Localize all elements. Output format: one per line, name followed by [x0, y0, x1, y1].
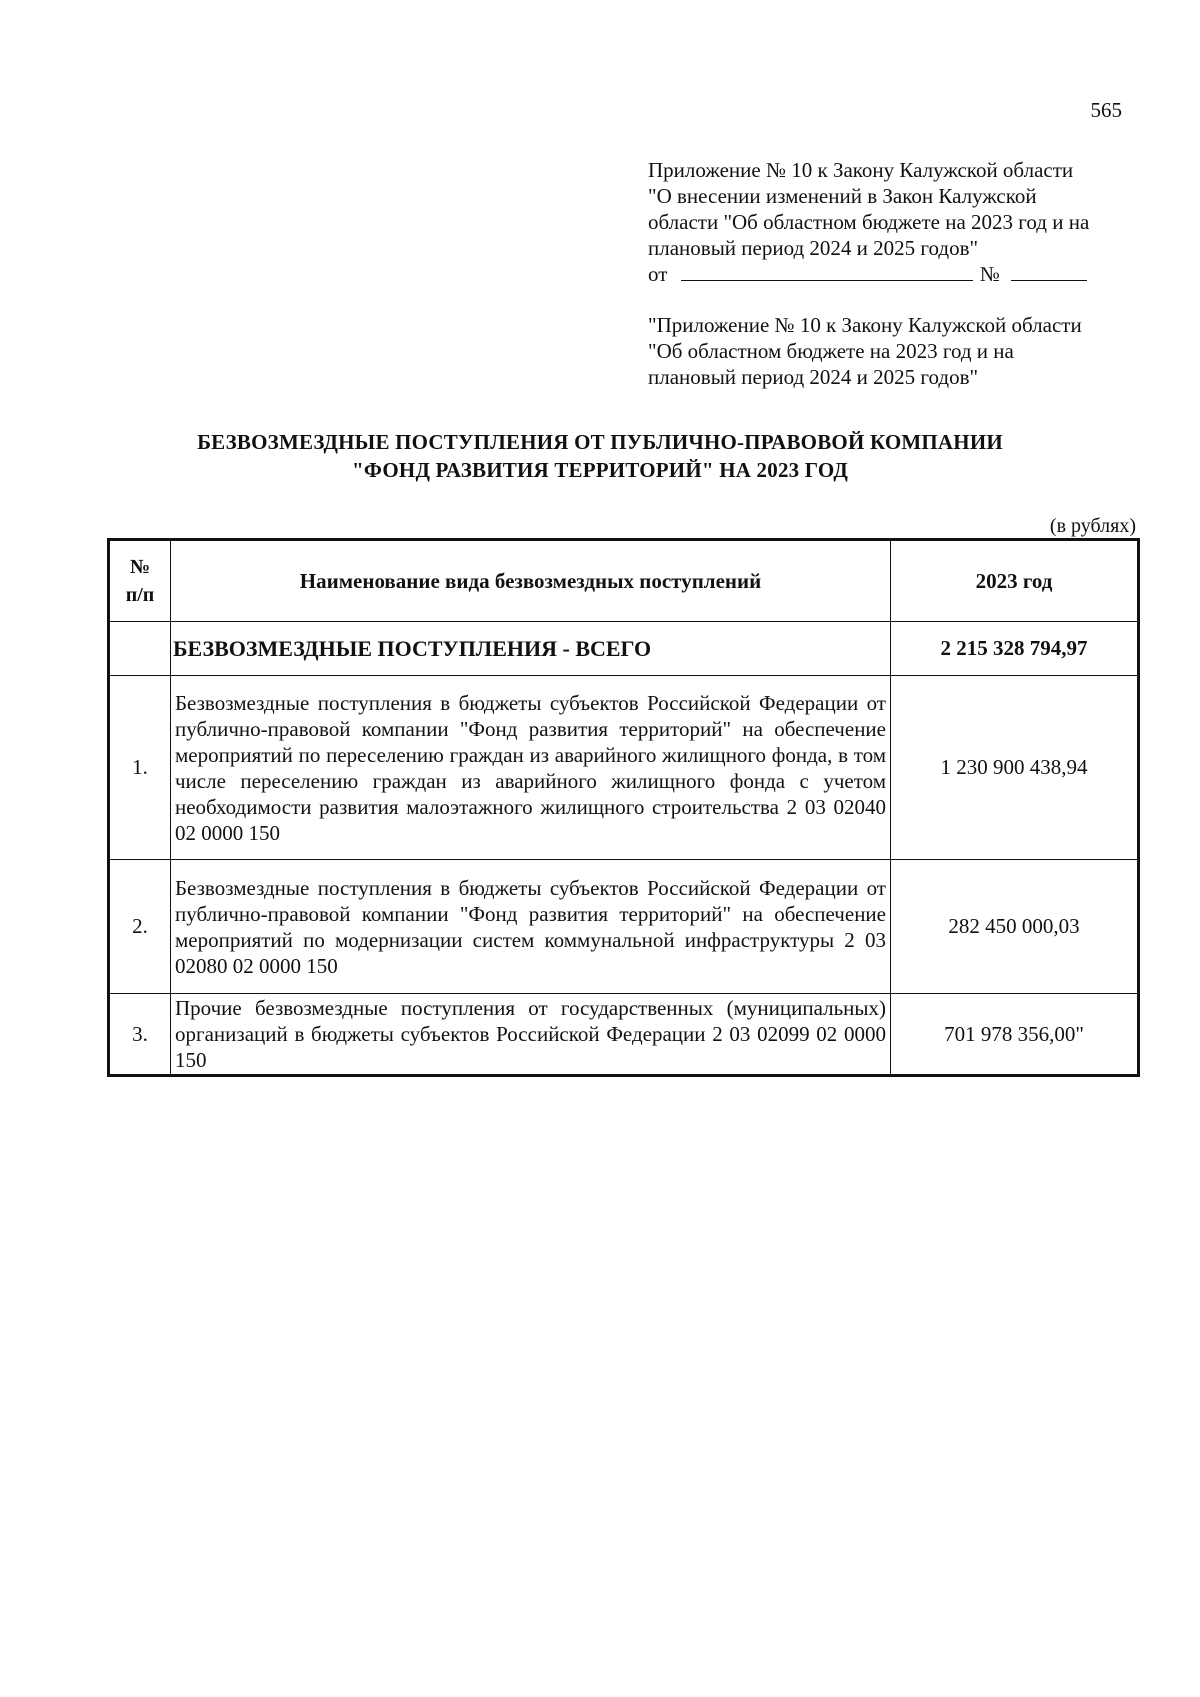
cell-value: 2 215 328 794,97 [891, 622, 1139, 676]
cell-value: 701 978 356,00" [891, 994, 1139, 1076]
revenue-table [107, 538, 1140, 1077]
appendix-line: плановый период 2024 и 2025 годов" [648, 236, 979, 260]
number-label: № [979, 262, 1000, 286]
appendix-header-amendment [648, 157, 1148, 287]
appendix-line: Приложение № 10 к Закону Калужской области [648, 158, 1074, 182]
header-name: Наименование вида безвозмездных поступлений [171, 540, 891, 622]
cell-value: 1 230 900 438,94 [891, 676, 1139, 860]
number-blank-line [1011, 262, 1087, 281]
cell-num: 2. [109, 860, 171, 994]
cell-name: БЕЗВОЗМЕЗДНЫЕ ПОСТУПЛЕНИЯ - ВСЕГО [171, 622, 891, 676]
cell-name: Безвозмездные поступления в бюджеты субъектов Российской Федерации от публично-правовой компании "Фонд развития территорий" на обеспечение мероприятий по переселению граждан из аварийного жилищного фонда, в том числе переселению граждан из аварийного жилищного фонда с учетом необходимости развития малоэтажного жилищного строительства 2 03 02040 02 0000 150 [171, 676, 891, 860]
appendix-line: области "Об областном бюджете на 2023 год и на [648, 210, 1090, 234]
document-title [100, 428, 1100, 484]
header-num [109, 540, 171, 622]
title-line: "ФОНД РАЗВИТИЯ ТЕРРИТОРИЙ" НА 2023 ГОД [352, 458, 848, 482]
units-note: (в рублях) [1049, 515, 1136, 537]
appendix-line: плановый период 2024 и 2025 годов" [648, 365, 979, 389]
appendix-line: "О внесении изменений в Закон Калужской [648, 184, 1037, 208]
header-year: 2023 год [891, 540, 1139, 622]
table-row [109, 994, 1139, 1076]
cell-num: 1. [109, 676, 171, 860]
table-row [109, 860, 1139, 994]
cell-value: 282 450 000,03 [891, 860, 1139, 994]
header-num-symbol: № [129, 556, 151, 578]
appendix-header-original [648, 312, 1148, 390]
table-row [109, 676, 1139, 860]
title-line: БЕЗВОЗМЕЗДНЫЕ ПОСТУПЛЕНИЯ ОТ ПУБЛИЧНО-ПРАВОВОЙ КОМПАНИИ [197, 430, 1003, 454]
appendix-line: "Приложение № 10 к Закону Калужской области [648, 313, 1082, 337]
page-number: 565 [1090, 98, 1122, 122]
cell-num: 3. [109, 994, 171, 1076]
cell-name: Прочие безвозмездные поступления от государственных (муниципальных) организаций в бюджеты субъектов Российской Федерации 2 03 02099 02 0000 150 [171, 994, 891, 1076]
table-row-total [109, 622, 1139, 676]
cell-num [109, 622, 171, 676]
from-label: от [648, 262, 668, 286]
appendix-date-number-line [648, 261, 1148, 287]
header-num-abbr: п/п [125, 584, 155, 606]
appendix-line: "Об областном бюджете на 2023 год и на [648, 339, 1014, 363]
table-header-row [109, 540, 1139, 622]
date-blank-line [681, 262, 973, 281]
cell-name: Безвозмездные поступления в бюджеты субъектов Российской Федерации от публично-правовой компании "Фонд развития территорий" на обеспечение мероприятий по модернизации систем коммунальной инфраструктуры 2 03 02080 02 0000 150 [171, 860, 891, 994]
